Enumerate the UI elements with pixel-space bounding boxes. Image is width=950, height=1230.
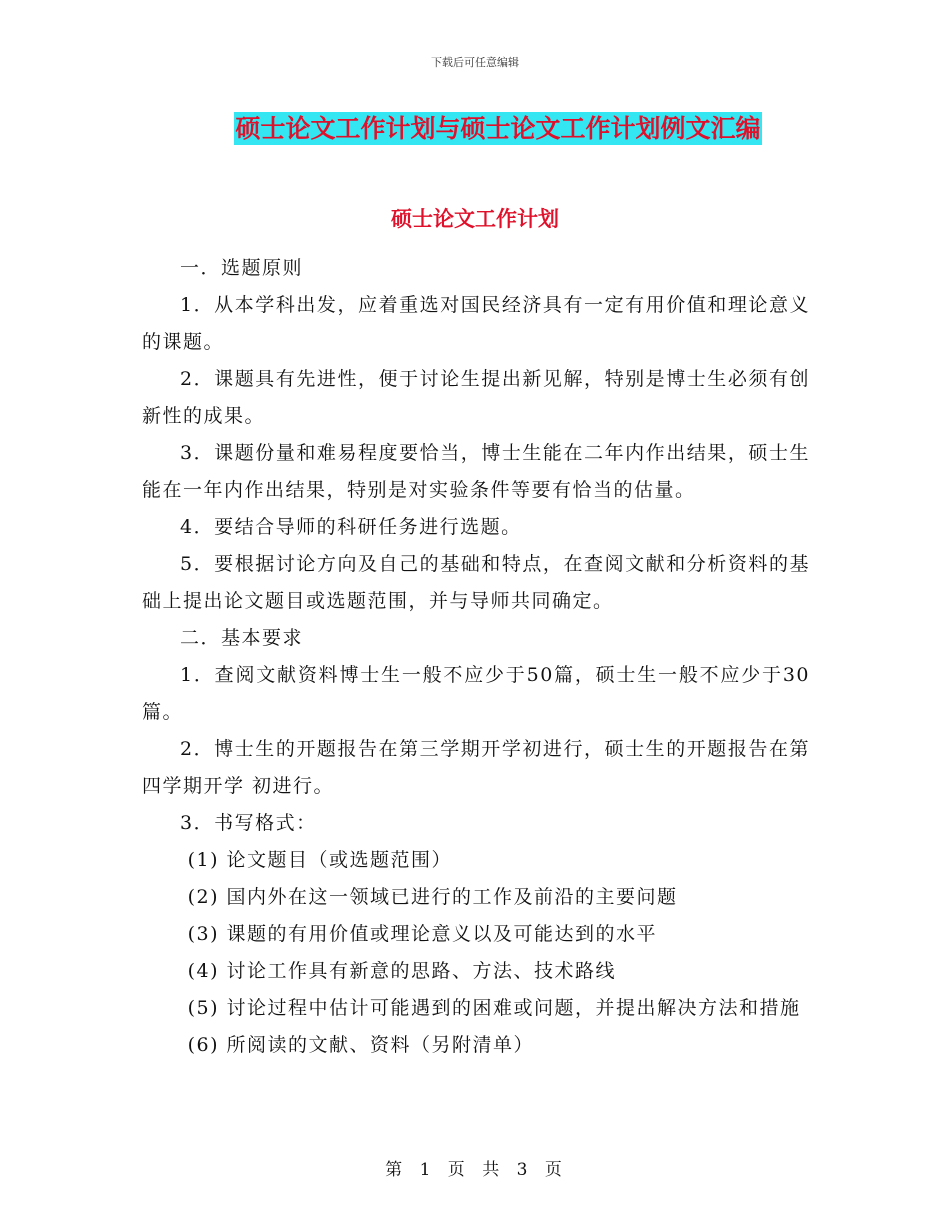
document-title: 硕士论文工作计划与硕士论文工作计划例文汇编 (235, 114, 761, 143)
list-item: (6) 所阅读的文献、资料（另附清单） (187, 1034, 535, 1056)
list-item: (3) 课题的有用价值或理论意义以及可能达到的水平 (187, 923, 658, 945)
footer-total-prefix: 共 (482, 1160, 503, 1180)
paragraph: 3．书写格式： (180, 812, 317, 834)
section-title: 硕士论文工作计划 (391, 207, 559, 231)
paragraph-heading: 一．选题原则 (180, 257, 304, 279)
footer-page-suffix: 页 (544, 1160, 565, 1180)
page-footer (0, 1155, 950, 1180)
document-body (142, 250, 810, 1064)
paragraph: 2．课题具有先进性，便于讨论生提出新见解，特别是博士生必须有创新性的成果。 (142, 368, 810, 427)
paragraph: 5．要根据讨论方向及自己的基础和特点，在查阅文献和分析资料的基础上提出论文题目或选题范围，并与导师共同确定。 (142, 553, 810, 612)
paragraph: 4．要结合导师的科研任务进行选题。 (180, 516, 522, 538)
footer-total-pages: 3 (516, 1160, 531, 1180)
paragraph: 3．课题份量和难易程度要恰当，博士生能在二年内作出结果，硕士生能在一年内作出结果，特别是对实验条件等要有恰当的估量。 (142, 442, 810, 501)
list-item: (2) 国内外在这一领域已进行的工作及前沿的主要问题 (187, 886, 678, 908)
paragraph: 2．博士生的开题报告在第三学期开学初进行，硕士生的开题报告在第四学期开学 初进行。 (142, 738, 810, 797)
list-item: (5) 讨论过程中估计可能遇到的困难或问题，并提出解决方法和措施 (187, 997, 801, 1019)
paragraph: 1．从本学科出发，应着重选对国民经济具有一定有用价值和理论意义的课题。 (142, 294, 810, 353)
paragraph-heading: 二．基本要求 (180, 627, 304, 649)
list-item: (1) 论文题目（或选题范围） (187, 849, 453, 871)
footer-page-mid: 页 (447, 1160, 468, 1180)
document-title-container (0, 112, 950, 145)
footer-page-number: 1 (419, 1160, 434, 1180)
list-item: (4) 讨论工作具有新意的思路、方法、技术路线 (187, 960, 617, 982)
footer-page-prefix: 第 (385, 1160, 406, 1180)
header-note: 下载后可任意编辑 (431, 56, 519, 69)
paragraph: 1．查阅文献资料博士生一般不应少于50篇，硕士生一般不应少于30篇。 (142, 664, 810, 723)
